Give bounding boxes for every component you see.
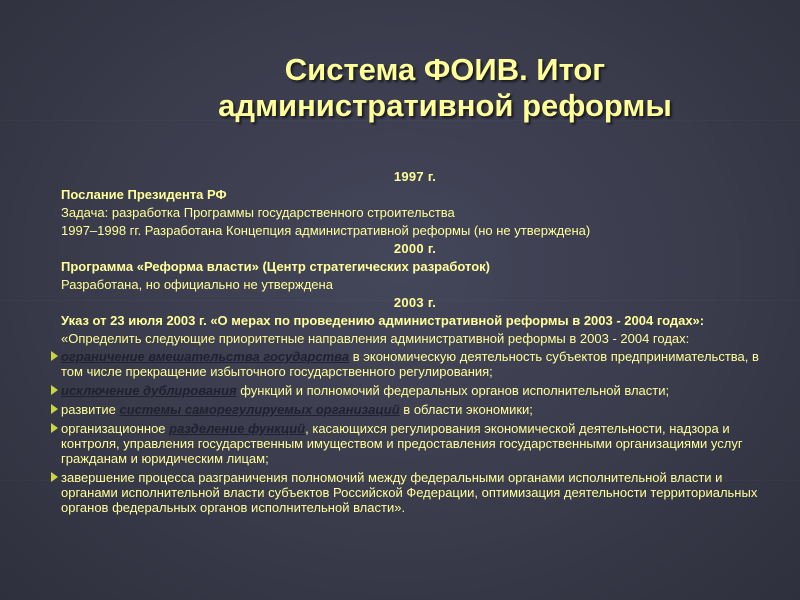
- arrow-right-triangle-icon: [51, 404, 58, 414]
- arrow-right-triangle-icon: [51, 423, 58, 433]
- decree-quote-text: «Определить следующие приоритетные направления административной реформы в 2003 - 2004 годах:: [61, 331, 690, 346]
- decree-heading: Указ от 23 июля 2003 г. «О мерах по проведению административной реформы в 2003 - 2004 годах»:: [61, 313, 705, 328]
- program-heading: Программа «Реформа власти» (Центр стратегических разработок): [61, 259, 490, 274]
- bullet-highlight: ограничение вмешательства государства: [61, 349, 350, 364]
- bullet-highlight: исключение дублирования: [61, 383, 237, 398]
- list-item: [58, 421, 772, 466]
- year-2003-heading: 2003 г.: [393, 295, 437, 310]
- slide-body: [58, 169, 772, 519]
- list-item: [58, 383, 772, 398]
- list-item: [58, 349, 772, 379]
- program-status-text: Разработана, но официально не утверждена: [61, 277, 333, 292]
- bullet-post: в экономическую деятельность субъектов предпринимательства, в том числе прекращение избыточного государственного регулирования;: [61, 349, 759, 379]
- bullet-pre: организационное: [61, 421, 170, 436]
- bullet-post: функций и полномочий федеральных органов исполнительной власти;: [236, 383, 670, 398]
- slide-title-line-2: административной реформы: [218, 88, 672, 123]
- task-text: Задача: разработка Программы государственного строительства: [61, 205, 455, 220]
- arrow-right-triangle-icon: [51, 385, 58, 395]
- year-1997-heading: 1997 г.: [393, 169, 437, 184]
- slide-title-line-1: Система ФОИВ. Итог: [284, 52, 606, 87]
- bullet-post: в области экономики;: [399, 402, 533, 417]
- bullet-post: , касающихся регулирования экономической деятельности, надзора и контроля, управления государственным имуществом и предоставления государственными организациями услуг гражданам и юридическим лицам;: [61, 421, 743, 466]
- president-message-heading: Послание Президента РФ: [61, 187, 227, 202]
- list-item: [58, 402, 772, 417]
- bullet-highlight: разделение функций: [169, 421, 306, 436]
- arrow-right-triangle-icon: [51, 472, 58, 482]
- slide-title: [0, 52, 800, 124]
- concept-text: 1997–1998 гг. Разработана Концепция административной реформы (но не утверждена): [61, 223, 591, 238]
- year-2000-heading: 2000 г.: [393, 241, 437, 256]
- bullet-highlight: системы саморегулируемых организаций: [119, 402, 400, 417]
- bullet-pre: завершение процесса разграничения полномочий между федеральными органами исполнительной власти и органами исполнительной власти субъектов Российской Федерации, оптимизация деятельности территориальных органов федеральных органов исполнительной власти».: [61, 470, 758, 515]
- arrow-right-triangle-icon: [51, 351, 58, 361]
- bullet-pre: развитие: [61, 402, 120, 417]
- list-item: [58, 470, 772, 515]
